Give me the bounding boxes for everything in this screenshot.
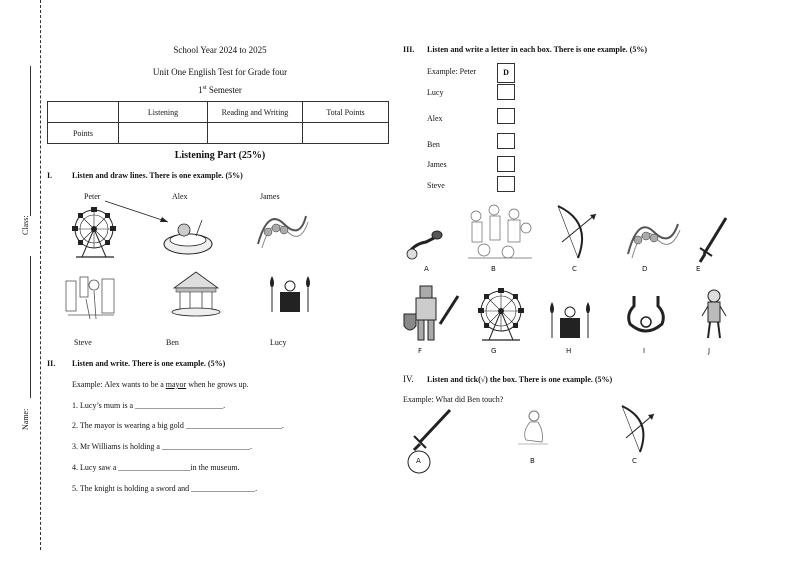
ferris-wheel-picture: [68, 205, 128, 261]
name-steve: Steve: [74, 338, 92, 347]
tick-letter-a: A: [416, 457, 421, 465]
letter-j: J: [708, 347, 711, 355]
roller-coaster-picture: [254, 204, 310, 252]
name-steve-2: Steve: [427, 181, 445, 190]
carousel-picture: [168, 268, 224, 318]
section4-instruction: Listen and tick(√) the box. There is one example. (5%): [427, 375, 613, 384]
score-header-listening: Listening: [119, 102, 208, 123]
section2-instruction: Listen and write. There is one example. (5%): [72, 359, 226, 368]
score-cell-total[interactable]: [303, 123, 389, 144]
question-5[interactable]: 5. The knight is holding a sword and ________________.: [72, 484, 258, 493]
answer-box-ben[interactable]: [497, 133, 515, 149]
semester: 1st Semester: [198, 85, 242, 95]
name-ben: Ben: [166, 338, 179, 347]
name-james-2: James: [427, 160, 447, 169]
mayor-podium-picture: [266, 272, 316, 316]
example-answer-box: D: [497, 63, 515, 83]
bow-arrow-picture: [552, 202, 600, 262]
name-lucy-2: Lucy: [427, 88, 444, 97]
letter-c: C: [572, 265, 577, 273]
necklace-picture: [622, 292, 670, 340]
section3-number: III.: [403, 45, 415, 54]
letter-i: I: [643, 347, 646, 355]
score-row-label: Points: [48, 123, 119, 144]
mayor-podium-picture-2: [546, 298, 596, 342]
name-ben-2: Ben: [427, 140, 440, 149]
ferris-wheel-picture-2: [474, 286, 532, 346]
tick-letter-c: C: [632, 457, 637, 465]
section1-number: I.: [47, 171, 53, 180]
example-answer: mayor: [165, 380, 187, 389]
answer-box-steve[interactable]: [497, 176, 515, 192]
section3-instruction: Listen and write a letter in each box. There is one example. (5%): [427, 45, 647, 54]
section4-example-question: Example: What did Ben touch?: [403, 395, 504, 404]
name-peter: Peter: [84, 192, 101, 201]
answer-box-james[interactable]: [497, 156, 515, 172]
microphone-picture: [404, 224, 444, 264]
name-line: [30, 256, 31, 398]
sword-picture: [696, 214, 732, 266]
answer-box-alex[interactable]: [497, 108, 515, 124]
score-header-total: Total Points: [303, 102, 389, 123]
name-alex: Alex: [172, 192, 188, 201]
knight-picture: [402, 284, 460, 344]
question-4[interactable]: 4. Lucy saw a __________________in the museum.: [72, 463, 240, 472]
roller-coaster-picture-2: [624, 210, 682, 262]
section1-instruction: Listen and draw lines. There is one example. (5%): [72, 171, 243, 180]
clown-picture: [700, 286, 730, 342]
score-header-reading-writing: Reading and Writing: [208, 102, 303, 123]
score-cell-reading-writing[interactable]: [208, 123, 303, 144]
museum-scene-picture: [62, 275, 122, 321]
class-line: [30, 66, 31, 216]
score-cell-listening[interactable]: [119, 123, 208, 144]
letter-g: G: [491, 347, 497, 355]
letter-f: F: [418, 347, 423, 355]
listening-part-title: Listening Part (25%): [174, 150, 266, 161]
bumper-car-picture: [160, 218, 220, 258]
example-peter-label: Example: Peter: [427, 67, 477, 76]
letter-e: E: [696, 265, 701, 273]
school-year: School Year 2024 to 2025: [173, 45, 267, 55]
question-1[interactable]: 1. Lucy’s mum is a ______________________.: [72, 401, 226, 410]
crowd-scene-picture: [464, 202, 536, 262]
name-label: Name:: [21, 408, 30, 430]
name-alex-2: Alex: [427, 114, 443, 123]
sitting-child-picture: [514, 408, 550, 452]
margin-dashed-line: [40, 0, 41, 550]
letter-a: A: [424, 265, 429, 273]
score-table: [47, 101, 389, 144]
letter-b: B: [491, 265, 496, 273]
sword-picture-2: [408, 406, 454, 452]
name-james: James: [260, 192, 280, 201]
section2-number: II.: [47, 359, 56, 368]
name-lucy: Lucy: [270, 338, 287, 347]
score-header-blank: [48, 102, 119, 123]
tick-letter-b: B: [530, 457, 535, 465]
bow-arrow-picture-2: [618, 404, 658, 454]
letter-h: H: [566, 347, 572, 355]
question-2[interactable]: 2. The mayor is wearing a big gold ________________________.: [72, 421, 284, 430]
test-title: Unit One English Test for Grade four: [152, 67, 288, 77]
section4-number: IV.: [403, 374, 414, 384]
class-label: Class:: [21, 215, 30, 235]
letter-d: D: [642, 265, 648, 273]
answer-box-lucy[interactable]: [497, 84, 515, 100]
section2-example: Example: Alex wants to be a mayor when he grows up.: [72, 380, 249, 389]
question-3[interactable]: 3. Mr Williams is holding a ______________________.: [72, 442, 252, 451]
